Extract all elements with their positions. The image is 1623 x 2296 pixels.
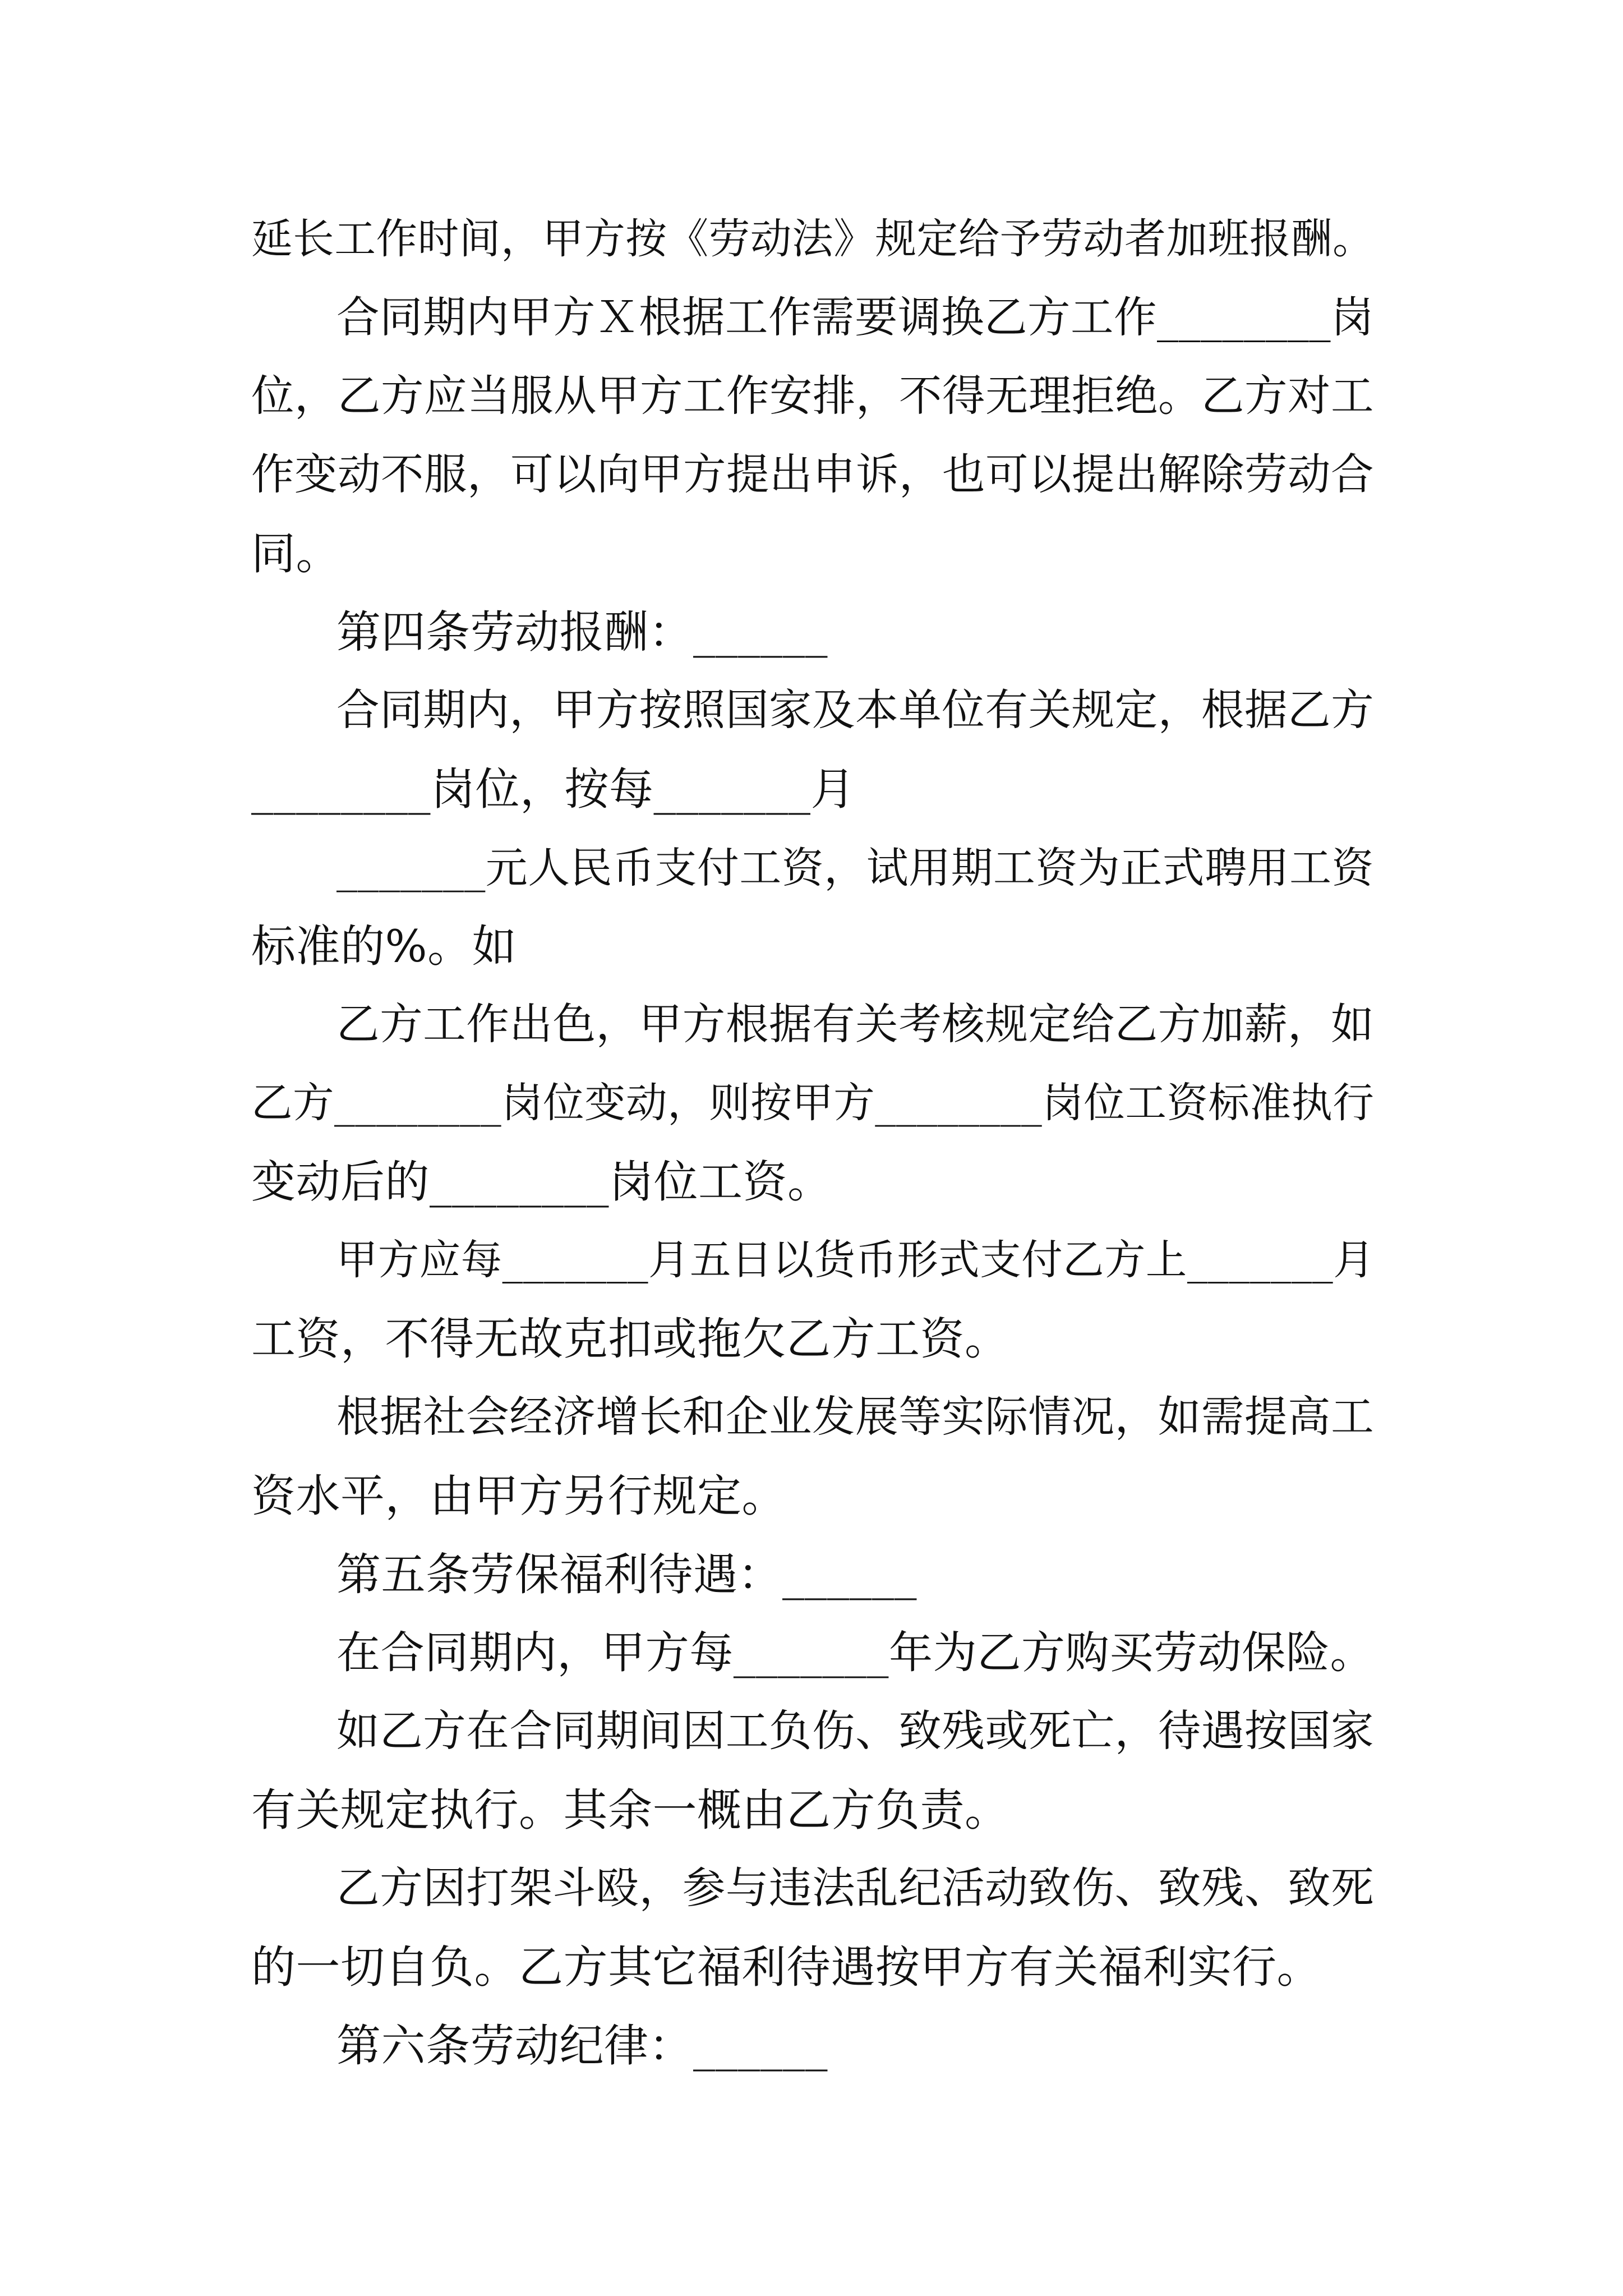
text-line-10: 标准的%。如: [251, 921, 517, 972]
text-line-11: 乙方工作出色，甲方根据有关考核规定给乙方加薪，如: [336, 1000, 1375, 1050]
text-line-14: 甲方应每_______月五日以货币形式支付乙方上_______月: [336, 1236, 1375, 1284]
text-line-20: 如乙方在合同期间因工负伤、致残或死亡，待遇按国家: [336, 1706, 1375, 1756]
section-heading-6: 第六条劳动纪律：______: [336, 2020, 828, 2072]
text-line-1: 延长工作时间，甲方按《劳动法》规定给予劳动者加班报酬。: [251, 215, 1375, 263]
text-line-22: 乙方因打架斗殴，参与违法乱纪活动致伤、致残、致死: [336, 1864, 1375, 1913]
text-line-13: 变动后的________岗位工资。: [251, 1156, 832, 1208]
text-line-8: ________岗位，按每_______月: [251, 763, 855, 815]
text-line-17: 资水平，由甲方另行规定。: [251, 1470, 786, 1522]
text-line-23: 的一切自负。乙方其它福利待遇按甲方有关福利实行。: [251, 1941, 1321, 1993]
text-line-7: 合同期内，甲方按照国家及本单位有关规定，根据乙方: [336, 685, 1375, 735]
text-line-5: 同。: [251, 528, 340, 579]
text-line-12: 乙方________岗位变动，则按甲方________岗位工资标准执行: [251, 1079, 1375, 1127]
text-line-15: 工资，不得无故克扣或拖欠乙方工资。: [251, 1313, 1009, 1365]
text-line-16: 根据社会经济增长和企业发展等实际情况，如需提高工: [336, 1392, 1375, 1442]
text-line-3: 位，乙方应当服从甲方工作安排，不得无理拒绝。乙方对工: [251, 371, 1374, 421]
text-line-2: 合同期内甲方Ｘ根据工作需要调换乙方工作________岗: [336, 293, 1374, 343]
text-line-4: 作变动不服，可以向甲方提出申诉，也可以提出解除劳动合: [251, 450, 1374, 500]
section-heading-5: 第五条劳保福利待遇：______: [336, 1549, 917, 1600]
text-line-21: 有关规定执行。其余一概由乙方负责。: [251, 1784, 1009, 1836]
text-line-9: _______元人民币支付工资，试用期工资为正式聘用工资: [336, 843, 1374, 892]
text-line-19: 在合同期内，甲方每_______年为乙方购买劳动保险。: [336, 1627, 1375, 1678]
section-heading-4: 第四条劳动报酬：______: [336, 606, 828, 658]
